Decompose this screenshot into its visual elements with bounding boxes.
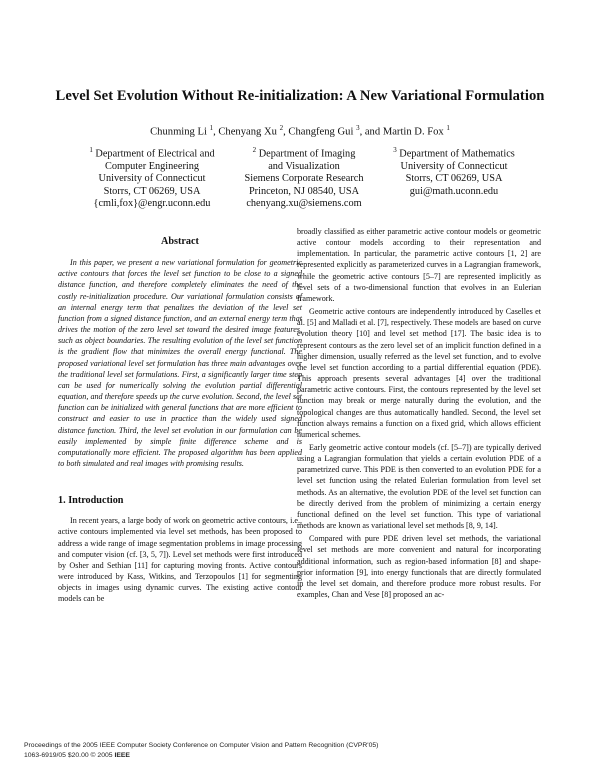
paragraph: In recent years, a large body of work on geometric active contours, i.e., active contours implemented via level set methods, has been proposed to address a wide range of image segmentation problems in image processing and computer vision (cf. [3, 5, 7]). Level set methods were first introduced by Osher and Sethian [11] for capturing moving fronts. Active contours were introduced by Kass, Witkins, and Terzopoulos [1] for segmenting objects in images using dynamic curves. The existing active contour models can be <box>58 516 302 604</box>
email: chenyang.xu@siemens.com <box>246 198 362 210</box>
author-name: Chenyang Xu <box>218 126 277 138</box>
paper-title: Level Set Evolution Without Re-initialization: A New Variational Formulation <box>55 88 545 104</box>
author-name: Martin D. Fox <box>382 126 444 138</box>
author-list: Chunming Li $^1$, Chenyang Xu $^2$, Changfeng Gui $^3$, and Martin D. Fox $^1$ <box>150 124 450 138</box>
paragraph: Geometric active contours are independently introduced by Caselles et al. [5] and Malladi et al. [7], respectively. These models are based on curve evolution theory [10] and level set method [17]. The basic idea is to represent contours as the zero level set of an implicit function defined in a higher dimension, usually referred as the level set function, and to evolve the level set function according to a partial differential equation (PDE). This approach presents several advantages [4] over the traditional parametric active contours. First, the contours represented by the level set function may break or merge naturally during the evolution, and the topological changes are thus automatically handled. Second, the level set function always remains a function on a fixed grid, which allows efficient numerical schemes. <box>297 307 541 439</box>
affiliation-1: $^1$ Department of Electrical and Computer Engineering University of Connecticut Storrs, CT 06269, USA {cmli,fox}@engr.uconn.edu <box>64 144 240 211</box>
email: {cmli,fox}@engr.uconn.edu <box>93 198 211 210</box>
email: gui@math.uconn.edu <box>409 185 499 197</box>
affiliation-3: $^3$ Department of Mathematics University of Connecticut Storrs, CT 06269, USA gui@math.uconn.edu <box>372 144 536 198</box>
paragraph: broadly classified as either parametric active contour models or geometric active contour models according to their representation and implementation. In particular, the parametric active contours [1, 2] are represented explicitly as parameterized curves in a Lagrangian framework, while the geometric active contours [5–7] are represented implicitly as level sets of a two-dimensional function that evolves in an Eulerian framework. <box>297 227 541 303</box>
paragraph: Compared with pure PDE driven level set methods, the variational level set methods are more convenient and natural for incorporating additional information, such as region-based information [8] and shape-prior information [9], into energy functionals that are directly formulated in the level set domain, and therefore produce more robust results. For examples, Chan and Vese [8] proposed an ac- <box>297 534 541 599</box>
abstract-heading: Abstract <box>161 236 199 247</box>
left-column <box>58 226 302 607</box>
paragraph: Early geometric active contour models (cf. [5–7]) are typically derived using a Lagrangian formulation that yields a certain evolution PDE of a parametrized curve. This PDE is then converted to an evolution PDE for a level set function using the related Eulerian formulation from level set methods. As an alternative, the evolution PDE of the level set function can be directly derived from the problem of minimizing a certain energy functional defined on the level set function. This type of variational methods are known as variational level set methods [8, 9, 14]. <box>297 442 541 531</box>
affiliation-2: $^2$ Department of Imaging and Visualization Siemens Corporate Research Princeton, NJ 08540, USA chenyang.xu@siemens.com <box>228 144 380 211</box>
abstract-text: In this paper, we present a new variational formulation for geometric active contours that forces the level set function to be close to a signed distance function, and therefore completely eliminates the need of the costly re-initialization procedure. Our variational formulation consists of an internal energy term that penalizes the deviation of the level set function from a signed distance function, and an external energy term that drives the motion of the zero level set toward the desired image features, such as object boundaries. The resulting evolution of the level set function is the gradient flow that minimizes the overall energy functional. The proposed variational level set formulation has three main advantages over the traditional level set formulations. First, a significantly larger time step can be used for numerically solving the evolution partial differential equation, and therefore speeds up the curve evolution. Second, the level set function can be initialized with general functions that are more efficient to construct and easier to use in practice than the widely used signed distance function. Third, the level set evolution in our formulation can be easily implemented by simple finite difference scheme and is computationally more efficient. The proposed algorithm has been applied to both simulated and real images with promising results. <box>58 258 302 468</box>
author-name: Changfeng Gui <box>288 126 354 138</box>
section-heading: 1. Introduction <box>58 495 124 507</box>
proceedings-footer: Proceedings of the 2005 IEEE Computer Society Conference on Computer Vision and Pattern Recognition (CVPR'05) 1063-6919/05 $20.00 © 2005 IEEE <box>24 742 379 759</box>
right-column <box>297 226 541 602</box>
author-name: Chunming Li <box>150 126 207 138</box>
ieee-logo: IEEE <box>114 751 130 759</box>
